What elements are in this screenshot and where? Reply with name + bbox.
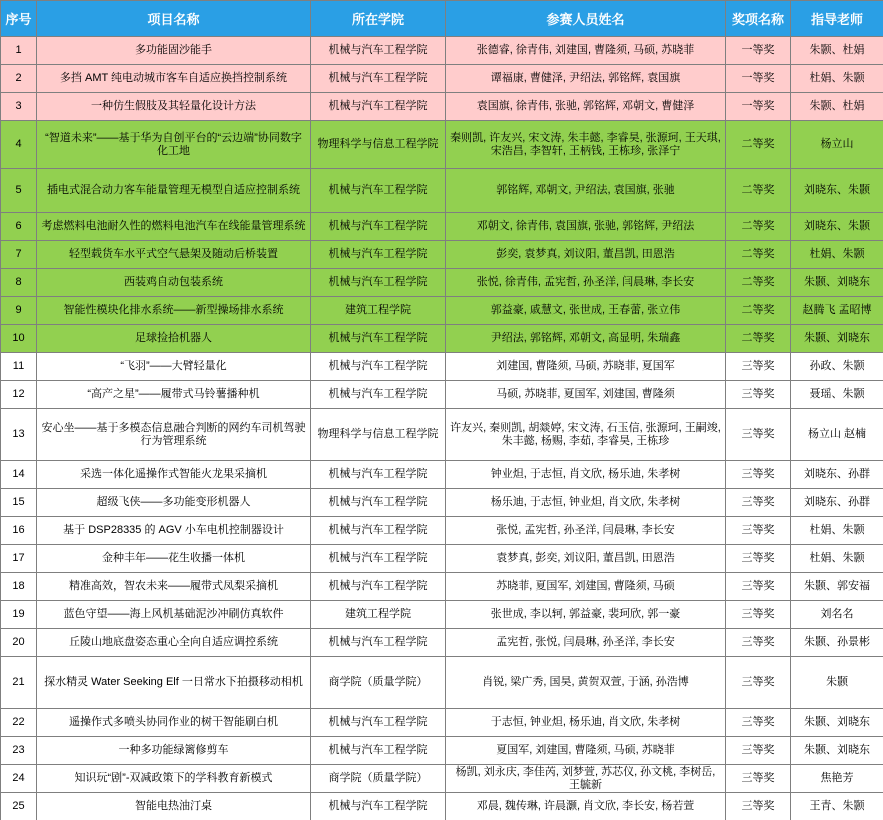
cell-members: 夏国军, 刘建国, 曹隆须, 马硕, 苏晓菲 — [446, 737, 726, 765]
cell-members: 尹绍法, 郭铭辉, 邓朝文, 高显明, 朱瑞鑫 — [446, 325, 726, 353]
cell-advisor: 朱颢、刘晓东 — [791, 325, 883, 353]
cell-award: 三等奖 — [726, 461, 791, 489]
cell-no: 23 — [1, 737, 37, 765]
cell-advisor: 杜娟、朱颢 — [791, 65, 883, 93]
cell-advisor: 焦艳芳 — [791, 765, 883, 793]
table-header — [1, 1, 883, 37]
cell-members: 郭铭辉, 邓朝文, 尹绍法, 袁国旗, 张驰 — [446, 169, 726, 213]
cell-members: 钟业炟, 于志恒, 肖文欣, 杨乐迪, 朱孝树 — [446, 461, 726, 489]
header-members: 参赛人员姓名 — [446, 1, 726, 37]
cell-project: 精准高效，智农未来——履带式凤梨采摘机 — [37, 573, 311, 601]
cell-award: 三等奖 — [726, 409, 791, 461]
cell-project: 丘陵山地底盘姿态重心全向自适应调控系统 — [37, 629, 311, 657]
cell-college: 物理科学与信息工程学院 — [311, 409, 446, 461]
header-no: 序号 — [1, 1, 37, 37]
cell-award: 一等奖 — [726, 37, 791, 65]
cell-no: 3 — [1, 93, 37, 121]
table-row — [1, 297, 883, 325]
cell-members: 张德睿, 徐青伟, 刘建国, 曹隆须, 马硕, 苏晓菲 — [446, 37, 726, 65]
cell-advisor: 朱颢、刘晓东 — [791, 709, 883, 737]
cell-award: 二等奖 — [726, 325, 791, 353]
cell-members: 孟宪哲, 张悦, 闫晨琳, 孙圣洋, 李长安 — [446, 629, 726, 657]
cell-no: 2 — [1, 65, 37, 93]
table-row — [1, 93, 883, 121]
cell-members: 秦则凯, 许友兴, 宋文涛, 朱丰懿, 李睿昊, 张源珂, 王天琪, 宋浩昌, 李智轩, 王柄钱, 王栋珍, 张泽宁 — [446, 121, 726, 169]
cell-advisor: 杨立山 赵楠 — [791, 409, 883, 461]
cell-no: 11 — [1, 353, 37, 381]
cell-no: 25 — [1, 793, 37, 820]
cell-advisor: 聂瑶、朱颢 — [791, 381, 883, 409]
cell-no: 13 — [1, 409, 37, 461]
cell-members: 张悦, 孟宪哲, 孙圣洋, 闫晨琳, 李长安 — [446, 517, 726, 545]
cell-award: 三等奖 — [726, 517, 791, 545]
table-row — [1, 793, 883, 820]
cell-members: 袁国旗, 徐青伟, 张驰, 郭铭辉, 邓朝文, 曹健泽 — [446, 93, 726, 121]
cell-advisor: 刘晓东、朱颢 — [791, 169, 883, 213]
cell-college: 物理科学与信息工程学院 — [311, 121, 446, 169]
cell-no: 18 — [1, 573, 37, 601]
cell-college: 机械与汽车工程学院 — [311, 269, 446, 297]
cell-members: 谭福康, 曹健泽, 尹绍法, 郭铭辉, 袁国旗 — [446, 65, 726, 93]
cell-college: 机械与汽车工程学院 — [311, 709, 446, 737]
cell-college: 机械与汽车工程学院 — [311, 65, 446, 93]
header-college: 所在学院 — [311, 1, 446, 37]
cell-advisor: 刘晓东、孙群 — [791, 489, 883, 517]
cell-project: 探水精灵 Water Seeking Elf 一日常水下拍摄移动相机 — [37, 657, 311, 709]
cell-college: 机械与汽车工程学院 — [311, 353, 446, 381]
cell-advisor: 杜娟、朱颢 — [791, 517, 883, 545]
cell-award: 三等奖 — [726, 545, 791, 573]
cell-members: 杨凯, 刘永庆, 李佳芮, 刘梦萱, 苏芯仪, 孙文桃, 李树岳, 王毓新 — [446, 765, 726, 793]
cell-project: “飞羽”——大臂轻量化 — [37, 353, 311, 381]
table-row — [1, 381, 883, 409]
table-row — [1, 409, 883, 461]
cell-college: 商学院（质量学院） — [311, 765, 446, 793]
table-row — [1, 353, 883, 381]
cell-award: 三等奖 — [726, 709, 791, 737]
cell-award: 三等奖 — [726, 793, 791, 820]
cell-advisor: 朱颢、杜娟 — [791, 93, 883, 121]
cell-no: 17 — [1, 545, 37, 573]
cell-no: 20 — [1, 629, 37, 657]
cell-award: 三等奖 — [726, 737, 791, 765]
cell-members: 马硕, 苏晓菲, 夏国军, 刘建国, 曹隆须 — [446, 381, 726, 409]
cell-no: 14 — [1, 461, 37, 489]
table-row — [1, 461, 883, 489]
cell-project: 多功能固沙能手 — [37, 37, 311, 65]
table-row — [1, 121, 883, 169]
cell-no: 22 — [1, 709, 37, 737]
cell-no: 12 — [1, 381, 37, 409]
table-row — [1, 709, 883, 737]
cell-no: 8 — [1, 269, 37, 297]
cell-college: 机械与汽车工程学院 — [311, 737, 446, 765]
cell-no: 10 — [1, 325, 37, 353]
cell-project: 足球捡拾机器人 — [37, 325, 311, 353]
cell-advisor: 杜娟、朱颢 — [791, 241, 883, 269]
cell-college: 建筑工程学院 — [311, 297, 446, 325]
cell-no: 15 — [1, 489, 37, 517]
cell-award: 三等奖 — [726, 657, 791, 709]
cell-award: 二等奖 — [726, 121, 791, 169]
table-row — [1, 657, 883, 709]
cell-award: 二等奖 — [726, 241, 791, 269]
cell-project: 遥操作式多喷头协同作业的树干智能刷白机 — [37, 709, 311, 737]
cell-members: 袁梦真, 彭奕, 刘议阳, 董昌凯, 田恩浩 — [446, 545, 726, 573]
cell-project: “高产之星”——履带式马铃薯播种机 — [37, 381, 311, 409]
cell-award: 三等奖 — [726, 573, 791, 601]
cell-college: 机械与汽车工程学院 — [311, 325, 446, 353]
cell-project: 基于 DSP28335 的 AGV 小车电机控制器设计 — [37, 517, 311, 545]
table-row — [1, 269, 883, 297]
table-row — [1, 169, 883, 213]
cell-project: 超级飞侠——多功能变形机器人 — [37, 489, 311, 517]
cell-no: 4 — [1, 121, 37, 169]
cell-no: 1 — [1, 37, 37, 65]
table-row — [1, 737, 883, 765]
table-body — [1, 37, 883, 820]
cell-members: 郭益豪, 戚慧文, 张世成, 王春蕾, 张立伟 — [446, 297, 726, 325]
cell-members: 张悦, 徐青伟, 孟宪哲, 孙圣洋, 闫晨琳, 李长安 — [446, 269, 726, 297]
cell-no: 6 — [1, 213, 37, 241]
cell-college: 机械与汽车工程学院 — [311, 573, 446, 601]
table-row — [1, 325, 883, 353]
table-row — [1, 213, 883, 241]
cell-project: 多挡 AMT 纯电动城市客车自适应换挡控制系统 — [37, 65, 311, 93]
table-row — [1, 545, 883, 573]
cell-college: 机械与汽车工程学院 — [311, 629, 446, 657]
cell-members: 苏晓菲, 夏国军, 刘建国, 曹隆须, 马硕 — [446, 573, 726, 601]
cell-advisor: 刘晓东、孙群 — [791, 461, 883, 489]
table-row — [1, 489, 883, 517]
cell-members: 张世成, 李以轲, 郭益豪, 裴珂欣, 郭一豪 — [446, 601, 726, 629]
cell-college: 机械与汽车工程学院 — [311, 169, 446, 213]
cell-award: 二等奖 — [726, 297, 791, 325]
cell-advisor: 朱颢、杜娟 — [791, 37, 883, 65]
cell-college: 建筑工程学院 — [311, 601, 446, 629]
cell-advisor: 朱颢、郭安福 — [791, 573, 883, 601]
cell-college: 机械与汽车工程学院 — [311, 545, 446, 573]
cell-project: 一种仿生假肢及其轻量化设计方法 — [37, 93, 311, 121]
cell-project: 智能电热油汀桌 — [37, 793, 311, 820]
cell-college: 机械与汽车工程学院 — [311, 93, 446, 121]
cell-advisor: 杨立山 — [791, 121, 883, 169]
table-row — [1, 241, 883, 269]
cell-award: 一等奖 — [726, 65, 791, 93]
cell-project: 一种多功能绿篱修剪车 — [37, 737, 311, 765]
cell-college: 机械与汽车工程学院 — [311, 461, 446, 489]
cell-advisor: 朱颢、刘晓东 — [791, 269, 883, 297]
cell-award: 三等奖 — [726, 381, 791, 409]
table-row — [1, 65, 883, 93]
cell-members: 刘建国, 曹隆须, 马硕, 苏晓菲, 夏国军 — [446, 353, 726, 381]
cell-advisor: 杜娟、朱颢 — [791, 545, 883, 573]
cell-advisor: 王青、朱颢 — [791, 793, 883, 820]
cell-no: 24 — [1, 765, 37, 793]
header-advisor: 指导老师 — [791, 1, 883, 37]
cell-award: 二等奖 — [726, 213, 791, 241]
cell-members: 彭奕, 袁梦真, 刘议阳, 董昌凯, 田恩浩 — [446, 241, 726, 269]
cell-no: 7 — [1, 241, 37, 269]
cell-advisor: 朱颢、孙景彬 — [791, 629, 883, 657]
cell-members: 邓朝文, 徐青伟, 袁国旗, 张驰, 郭铭辉, 尹绍法 — [446, 213, 726, 241]
table-row — [1, 601, 883, 629]
cell-project: “智道未来”——基于华为自创平台的“云边端”协同数字化工地 — [37, 121, 311, 169]
table-row — [1, 573, 883, 601]
cell-college: 机械与汽车工程学院 — [311, 517, 446, 545]
cell-college: 机械与汽车工程学院 — [311, 213, 446, 241]
cell-advisor: 刘晓东、朱颢 — [791, 213, 883, 241]
cell-project: 轻型载货车水平式空气悬架及随动后桥装置 — [37, 241, 311, 269]
cell-college: 机械与汽车工程学院 — [311, 793, 446, 820]
cell-advisor: 朱颢、刘晓东 — [791, 737, 883, 765]
cell-college: 机械与汽车工程学院 — [311, 489, 446, 517]
cell-members: 杨乐迪, 于志恒, 钟业炟, 肖文欣, 朱孝树 — [446, 489, 726, 517]
header-award: 奖项名称 — [726, 1, 791, 37]
cell-members: 肖锐, 梁广秀, 国昊, 黄贺双萱, 于涵, 孙浩博 — [446, 657, 726, 709]
cell-members: 许友兴, 秦则凯, 胡燚婷, 宋文涛, 石玉信, 张源珂, 王嗣竣, 朱丰懿, 杨赐, 李茹, 李睿昊, 王栋珍 — [446, 409, 726, 461]
cell-no: 19 — [1, 601, 37, 629]
header-project: 项目名称 — [37, 1, 311, 37]
cell-advisor: 朱颢 — [791, 657, 883, 709]
table-row — [1, 37, 883, 65]
cell-project: 西装鸡自动包装系统 — [37, 269, 311, 297]
cell-project: 采选一体化遥操作式智能火龙果采摘机 — [37, 461, 311, 489]
cell-project: 蓝色守望——海上风机基础泥沙冲刷仿真软件 — [37, 601, 311, 629]
cell-project: 插电式混合动力客车能量管理无模型自适应控制系统 — [37, 169, 311, 213]
cell-no: 21 — [1, 657, 37, 709]
cell-college: 机械与汽车工程学院 — [311, 381, 446, 409]
cell-advisor: 刘名名 — [791, 601, 883, 629]
cell-project: 考虑燃料电池耐久性的燃料电池汽车在线能量管理系统 — [37, 213, 311, 241]
cell-no: 9 — [1, 297, 37, 325]
cell-award: 三等奖 — [726, 765, 791, 793]
cell-award: 三等奖 — [726, 353, 791, 381]
cell-award: 三等奖 — [726, 489, 791, 517]
cell-college: 机械与汽车工程学院 — [311, 241, 446, 269]
cell-project: 智能性模块化排水系统——新型操场排水系统 — [37, 297, 311, 325]
cell-no: 16 — [1, 517, 37, 545]
cell-project: 安心坐——基于多模态信息融合判断的网约车司机驾驶行为管理系统 — [37, 409, 311, 461]
cell-members: 邓晨, 魏传琳, 许晨灏, 肖文欣, 李长安, 杨若萱 — [446, 793, 726, 820]
cell-award: 二等奖 — [726, 269, 791, 297]
cell-award: 三等奖 — [726, 629, 791, 657]
cell-members: 于志恒, 钟业炟, 杨乐迪, 肖文欣, 朱孝树 — [446, 709, 726, 737]
cell-award: 三等奖 — [726, 601, 791, 629]
table-row — [1, 517, 883, 545]
table-row — [1, 629, 883, 657]
cell-award: 一等奖 — [726, 93, 791, 121]
cell-award: 二等奖 — [726, 169, 791, 213]
cell-project: 知识玩“剧”-双减政策下的学科教育新模式 — [37, 765, 311, 793]
cell-advisor: 赵腾飞 孟昭博 — [791, 297, 883, 325]
cell-college: 机械与汽车工程学院 — [311, 37, 446, 65]
cell-no: 5 — [1, 169, 37, 213]
cell-college: 商学院（质量学院） — [311, 657, 446, 709]
table-row — [1, 765, 883, 793]
cell-advisor: 孙政、朱颢 — [791, 353, 883, 381]
cell-project: 金种丰年——花生收播一体机 — [37, 545, 311, 573]
